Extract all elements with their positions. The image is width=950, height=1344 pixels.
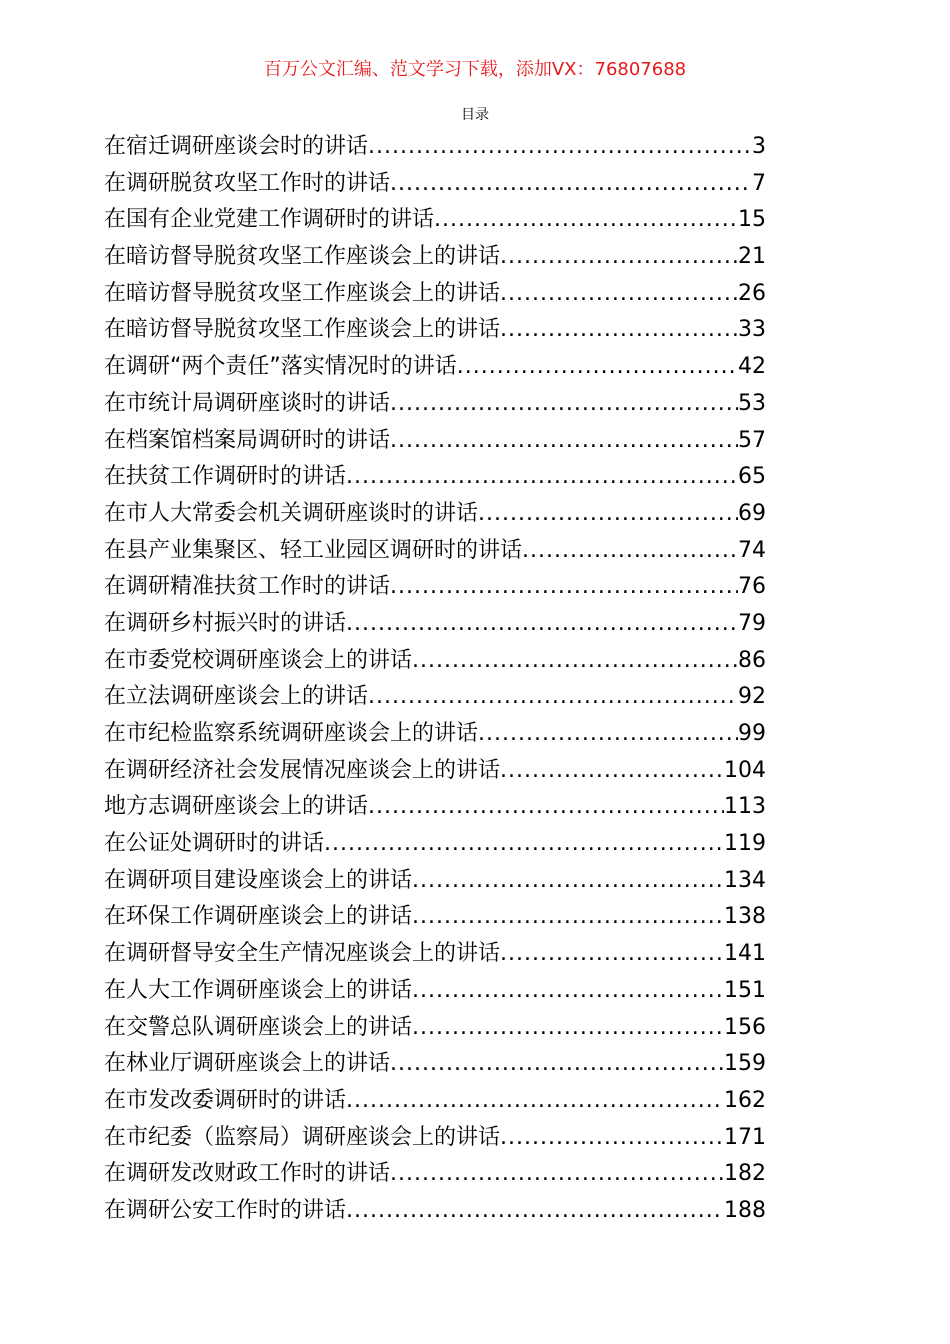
- toc-entry-page-number: 134: [724, 867, 766, 893]
- toc-entry[interactable]: [104, 569, 766, 606]
- toc-dot-leader: [390, 1156, 724, 1193]
- toc-heading: 目录: [461, 107, 489, 123]
- toc-entry[interactable]: [104, 1083, 766, 1120]
- toc-entry[interactable]: [104, 459, 766, 496]
- toc-entry-page-number: 57: [738, 427, 766, 453]
- toc-entry-title: 在人大工作调研座谈会上的讲话: [104, 977, 413, 1003]
- toc-entry-page-number: 92: [738, 684, 766, 710]
- toc-entry[interactable]: [104, 276, 766, 313]
- toc-entry[interactable]: [104, 129, 766, 166]
- toc-entry-title: 在调研乡村振兴时的讲话: [104, 610, 347, 636]
- toc-entry[interactable]: [104, 423, 766, 460]
- toc-entry-page-number: 15: [738, 207, 766, 233]
- toc-entry[interactable]: [104, 1193, 766, 1230]
- toc-entry-page-number: 74: [738, 537, 766, 563]
- toc-entry-title: 在调研项目建设座谈会上的讲话: [104, 867, 413, 893]
- toc-dot-leader: [500, 276, 738, 313]
- toc-entry-title: 在调研督导安全生产情况座谈会上的讲话: [104, 941, 501, 967]
- toc-entry-title: 在市委党校调研座谈会上的讲话: [104, 647, 413, 673]
- toc-dot-leader: [346, 1193, 724, 1230]
- toc-dot-leader: [368, 679, 738, 716]
- toc-dot-leader: [412, 899, 724, 936]
- toc-entry-page-number: 26: [738, 280, 766, 306]
- toc-dot-leader: [500, 312, 738, 349]
- toc-entry-page-number: 21: [738, 244, 766, 270]
- toc-dot-leader: [390, 569, 738, 606]
- toc-entry-title: 在立法调研座谈会上的讲话: [104, 684, 369, 710]
- toc-entry-title: 在市人大常委会机关调研座谈时的讲话: [104, 500, 479, 526]
- toc-entry[interactable]: [104, 716, 766, 753]
- toc-entry-title: 在县产业集聚区、轻工业园区调研时的讲话: [104, 537, 523, 563]
- toc-entry-title: 在扶贫工作调研时的讲话: [104, 464, 347, 490]
- toc-entry-page-number: 79: [738, 610, 766, 636]
- toc-entry[interactable]: [104, 789, 766, 826]
- toc-entry[interactable]: [104, 239, 766, 276]
- toc-entry-title: 在调研经济社会发展情况座谈会上的讲话: [104, 757, 501, 783]
- toc-entry-page-number: 104: [724, 757, 766, 783]
- toc-dot-leader: [390, 423, 738, 460]
- toc-entry-page-number: 3: [752, 134, 766, 159]
- toc-entry-title: 在市统计局调研座谈时的讲话: [104, 390, 391, 416]
- toc-dot-leader: [390, 386, 738, 423]
- toc-entry-title: 在林业厅调研座谈会上的讲话: [104, 1051, 391, 1077]
- toc-entry-page-number: 33: [738, 317, 766, 343]
- toc-dot-leader: [368, 789, 724, 826]
- toc-dot-leader: [368, 129, 752, 166]
- toc-entry-title: 在市纪检监察系统调研座谈会上的讲话: [104, 721, 479, 746]
- toc-entry[interactable]: [104, 349, 766, 386]
- toc-entry-title: 在调研“两个责任”落实情况时的讲话: [104, 354, 457, 380]
- toc-entry-page-number: 113: [724, 794, 766, 820]
- toc-entry-page-number: 138: [724, 904, 766, 930]
- toc-dot-leader: [457, 349, 738, 386]
- toc-entry-title: 在宿迁调研座谈会时的讲话: [104, 134, 369, 159]
- toc-entry-page-number: 119: [724, 831, 766, 857]
- toc-entry-page-number: 171: [724, 1124, 766, 1150]
- toc-entry-title: 在公证处调研时的讲话: [104, 831, 325, 857]
- toc-entry[interactable]: [104, 312, 766, 349]
- toc-dot-leader: [500, 1120, 724, 1157]
- toc-dot-leader: [500, 753, 724, 790]
- toc-entry-title: 在环保工作调研座谈会上的讲话: [104, 904, 413, 930]
- toc-dot-leader: [522, 533, 738, 570]
- toc-dot-leader: [390, 166, 752, 203]
- toc-entry-title: 在暗访督导脱贫攻坚工作座谈会上的讲话: [104, 280, 501, 306]
- toc-entry-page-number: 156: [724, 1014, 766, 1040]
- toc-entry-page-number: 188: [724, 1197, 766, 1223]
- toc-dot-leader: [412, 973, 724, 1010]
- toc-entry-page-number: 182: [724, 1161, 766, 1187]
- toc-entry[interactable]: [104, 1156, 766, 1193]
- toc-entry-page-number: 76: [738, 574, 766, 600]
- toc-entry-title: 地方志调研座谈会上的讲话: [104, 794, 369, 820]
- toc-dot-leader: [434, 202, 738, 239]
- toc-dot-leader: [412, 863, 724, 900]
- toc-entry-title: 在调研发改财政工作时的讲话: [104, 1161, 391, 1187]
- toc-entry[interactable]: [104, 496, 766, 533]
- toc-entry[interactable]: [104, 679, 766, 716]
- toc-dot-leader: [478, 496, 738, 533]
- toc-dot-leader: [346, 606, 738, 643]
- toc-entry-title: 在调研精准扶贫工作时的讲话: [104, 574, 391, 600]
- toc-entry[interactable]: [104, 899, 766, 936]
- toc-dot-leader: [412, 1010, 724, 1047]
- toc-entry-title: 在调研公安工作时的讲话: [104, 1197, 347, 1223]
- toc-entry-title: 在交警总队调研座谈会上的讲话: [104, 1014, 413, 1040]
- toc-dot-leader: [412, 643, 738, 680]
- toc-entry[interactable]: [104, 863, 766, 900]
- toc-entry[interactable]: [104, 1120, 766, 1157]
- toc-entry-page-number: 42: [738, 354, 766, 380]
- toc-entry-page-number: 53: [738, 390, 766, 416]
- toc-entry-page-number: 99: [738, 721, 766, 746]
- toc-entry-title: 在调研脱贫攻坚工作时的讲话: [104, 170, 391, 196]
- toc-entry-page-number: 86: [738, 647, 766, 673]
- toc-entry[interactable]: [104, 1046, 766, 1083]
- toc-entry-title: 在市发改委调研时的讲话: [104, 1087, 347, 1113]
- toc-entry-title: 在市纪委（监察局）调研座谈会上的讲话: [104, 1124, 501, 1150]
- toc-dot-leader: [346, 459, 738, 496]
- header-banner: 百万公文汇编、范文学习下载，添加VX：76807688: [263, 59, 687, 80]
- toc-entry[interactable]: [104, 1010, 766, 1047]
- toc-entry[interactable]: [104, 826, 766, 863]
- toc-dot-leader: [478, 716, 738, 753]
- toc-entry-page-number: 141: [724, 941, 766, 967]
- toc-entry-page-number: 159: [724, 1051, 766, 1077]
- toc-entry-page-number: 65: [738, 464, 766, 490]
- toc-entry-title: 在档案馆档案局调研时的讲话: [104, 427, 391, 453]
- toc-dot-leader: [390, 1046, 724, 1083]
- toc-entry-page-number: 7: [752, 170, 766, 196]
- toc-entry-page-number: 69: [738, 500, 766, 526]
- toc-entry-page-number: 162: [724, 1087, 766, 1113]
- toc-entry[interactable]: [104, 386, 766, 423]
- toc-entry[interactable]: [104, 533, 766, 570]
- toc-list: [104, 129, 766, 1230]
- toc-entry[interactable]: [104, 643, 766, 680]
- toc-entry[interactable]: [104, 753, 766, 790]
- toc-entry[interactable]: [104, 606, 766, 643]
- toc-dot-leader: [500, 239, 738, 276]
- toc-entry[interactable]: [104, 202, 766, 239]
- toc-entry[interactable]: [104, 166, 766, 203]
- toc-entry[interactable]: [104, 973, 766, 1010]
- toc-entry-title: 在国有企业党建工作调研时的讲话: [104, 207, 435, 233]
- toc-entry-page-number: 151: [724, 977, 766, 1003]
- toc-dot-leader: [346, 1083, 724, 1120]
- toc-entry[interactable]: [104, 936, 766, 973]
- toc-entry-title: 在暗访督导脱贫攻坚工作座谈会上的讲话: [104, 317, 501, 343]
- toc-entry-title: 在暗访督导脱贫攻坚工作座谈会上的讲话: [104, 244, 501, 270]
- toc-dot-leader: [500, 936, 724, 973]
- toc-dot-leader: [324, 826, 724, 863]
